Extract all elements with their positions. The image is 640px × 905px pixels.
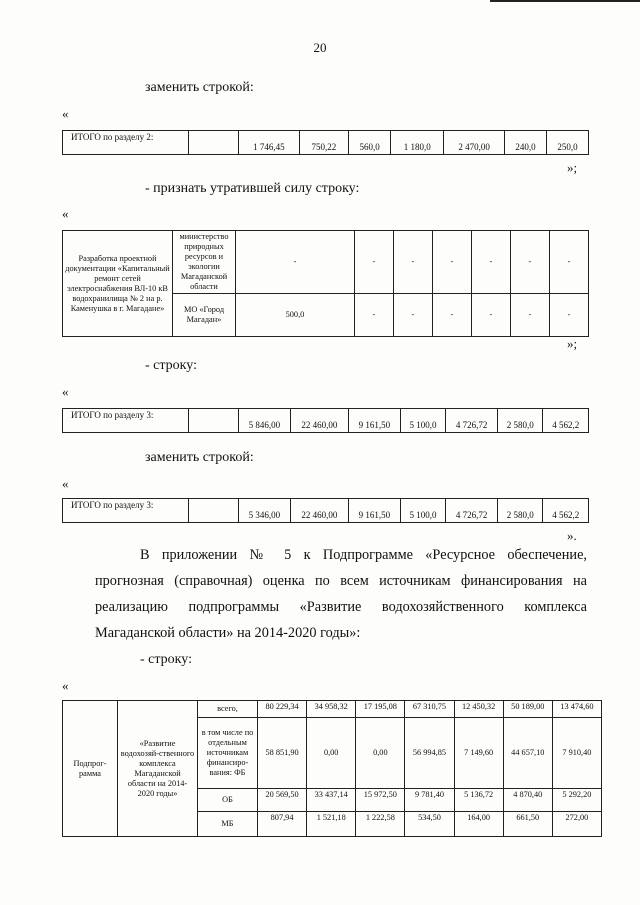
table3-value: 2 580,0 (498, 409, 543, 433)
table-row (63, 131, 589, 155)
table2-org-city: МО «Город Магадан» (173, 294, 236, 337)
table2-value: - (510, 294, 549, 337)
table5-value: 9 781,40 (405, 789, 454, 812)
close-quote-1: »; (567, 160, 578, 175)
paragraph-line: В приложении № 5 к Подпрограмме «Ресурсное обеспечение, (140, 547, 587, 563)
table5-value: 661,50 (503, 812, 552, 837)
table5-value: 58 851,90 (258, 718, 307, 789)
open-quote-1: « (62, 106, 69, 121)
table-row (63, 409, 589, 433)
table5-value: 80 229,34 (258, 701, 307, 718)
paragraph-line: прогнозная (справочная) оценка по всем источникам финансирования на (95, 573, 587, 589)
table5-value: 44 657,10 (503, 718, 552, 789)
heading-replace-2: заменить строкой: (145, 450, 254, 465)
table3-value: 22 460,00 (290, 409, 348, 433)
table3-value: 9 161,50 (349, 409, 401, 433)
table5-value: 7 910,40 (552, 718, 601, 789)
table5-value: 67 310,75 (405, 701, 454, 718)
table5-value: 0,00 (307, 718, 356, 789)
table5-value: 534,50 (405, 812, 454, 837)
table1-value: 750,22 (299, 131, 348, 155)
appendix-paragraph (95, 542, 587, 646)
page-number: 20 (313, 40, 327, 55)
table2-value: - (354, 231, 393, 294)
table5-value: 272,00 (552, 812, 601, 837)
table3-value: 5 846,00 (239, 409, 291, 433)
table5-value: 5 292,20 (552, 789, 601, 812)
table5-row-label: в том числе по отдельным источникам финансиро-вания: ФБ (198, 718, 258, 789)
open-quote-5: « (62, 678, 69, 693)
table2-value: 500,0 (236, 294, 355, 337)
heading-replace-1: заменить строкой: (145, 80, 254, 95)
table4-value: 5 346,00 (239, 499, 291, 523)
table-section2-total (62, 130, 589, 155)
table5-row-label: ОБ (198, 789, 258, 812)
close-quote-2: »; (567, 336, 578, 351)
table1-value: 560,0 (349, 131, 391, 155)
table5-value: 12 450,32 (454, 701, 503, 718)
table-subprogram-funding (62, 700, 602, 837)
table5-value: 807,94 (258, 812, 307, 837)
table1-value: 250,0 (546, 131, 588, 155)
close-quote-4: ». (567, 528, 577, 543)
table2-value: - (471, 231, 510, 294)
table-section3-total-old (62, 408, 589, 433)
table5-value: 34 958,32 (307, 701, 356, 718)
heading-row-2: - строку: (140, 652, 192, 667)
table-invalidated-row (62, 230, 589, 337)
table4-value: 9 161,50 (349, 499, 401, 523)
table5-row-label: МБ (198, 812, 258, 837)
table4-value: 4 726,72 (446, 499, 498, 523)
table5-value: 1 521,18 (307, 812, 356, 837)
paragraph-line: реализацию подпрограммы «Развитие водохозяйственного комплекса (95, 599, 587, 615)
open-quote-4: « (62, 476, 69, 491)
table5-value: 0,00 (356, 718, 405, 789)
table5-col-title: «Развитие водохозяй-ственного комплекса Магаданской области на 2014-2020 годы» (118, 701, 198, 837)
open-quote-2: « (62, 206, 69, 221)
table5-value: 33 437,14 (307, 789, 356, 812)
table5-value: 13 474,60 (552, 701, 601, 718)
table2-value: - (510, 231, 549, 294)
table5-value: 17 195,08 (356, 701, 405, 718)
table5-value: 5 136,72 (454, 789, 503, 812)
table2-org-ministry: министерство природных ресурсов и экологии Магаданской области (173, 231, 236, 294)
heading-invalidate: - признать утратившей силу строку: (145, 181, 360, 196)
table3-value: 4 726,72 (446, 409, 498, 433)
table5-value: 20 569,50 (258, 789, 307, 812)
table5-row-label: всего, (198, 701, 258, 718)
table4-value: 22 460,00 (290, 499, 348, 523)
table5-value: 1 222,58 (356, 812, 405, 837)
table3-value: 4 562,2 (543, 409, 589, 433)
table-row (63, 231, 589, 294)
table1-value: 1 180,0 (391, 131, 444, 155)
table5-value: 56 994,85 (405, 718, 454, 789)
table2-value: - (393, 294, 432, 337)
table4-label: ИТОГО по разделу 3: (63, 499, 189, 523)
table1-label: ИТОГО по разделу 2: (63, 131, 189, 155)
table1-empty-cell (189, 131, 239, 155)
table4-empty-cell (189, 499, 239, 523)
table-row (63, 701, 602, 718)
table-section3-total-new (62, 498, 589, 523)
table4-value: 4 562,2 (543, 499, 589, 523)
table-row (63, 499, 589, 523)
table5-value: 7 149,60 (454, 718, 503, 789)
table3-value: 5 100,0 (400, 409, 445, 433)
table4-value: 5 100,0 (400, 499, 445, 523)
table2-value: - (471, 294, 510, 337)
table5-value: 164,00 (454, 812, 503, 837)
table5-value: 4 870,40 (503, 789, 552, 812)
table1-value: 1 746,45 (239, 131, 300, 155)
table3-empty-cell (189, 409, 239, 433)
table2-value: - (236, 231, 355, 294)
table2-value: - (432, 231, 471, 294)
table1-value: 240,0 (505, 131, 547, 155)
heading-row-1: - строку: (145, 358, 197, 373)
table2-project-name: Разработка проектной документации «Капитальный ремонт сетей электроснабжения ВЛ-10 кВ водохранилища № 2 на р. Каменушка в г. Магадане» (63, 231, 173, 337)
table4-value: 2 580,0 (498, 499, 543, 523)
table2-value: - (549, 294, 588, 337)
table2-value: - (393, 231, 432, 294)
table5-value: 50 189,00 (503, 701, 552, 718)
table2-value: - (549, 231, 588, 294)
open-quote-3: « (62, 384, 69, 399)
table5-col-subprogram: Подпрог-рамма (63, 701, 118, 837)
table2-value: - (432, 294, 471, 337)
paragraph-line: Магаданской области» на 2014-2020 годы»: (95, 625, 361, 641)
table2-value: - (354, 294, 393, 337)
table5-value: 15 972,50 (356, 789, 405, 812)
table1-value: 2 470,00 (444, 131, 505, 155)
top-edge-line (490, 0, 640, 2)
table3-label: ИТОГО по разделу 3: (63, 409, 189, 433)
